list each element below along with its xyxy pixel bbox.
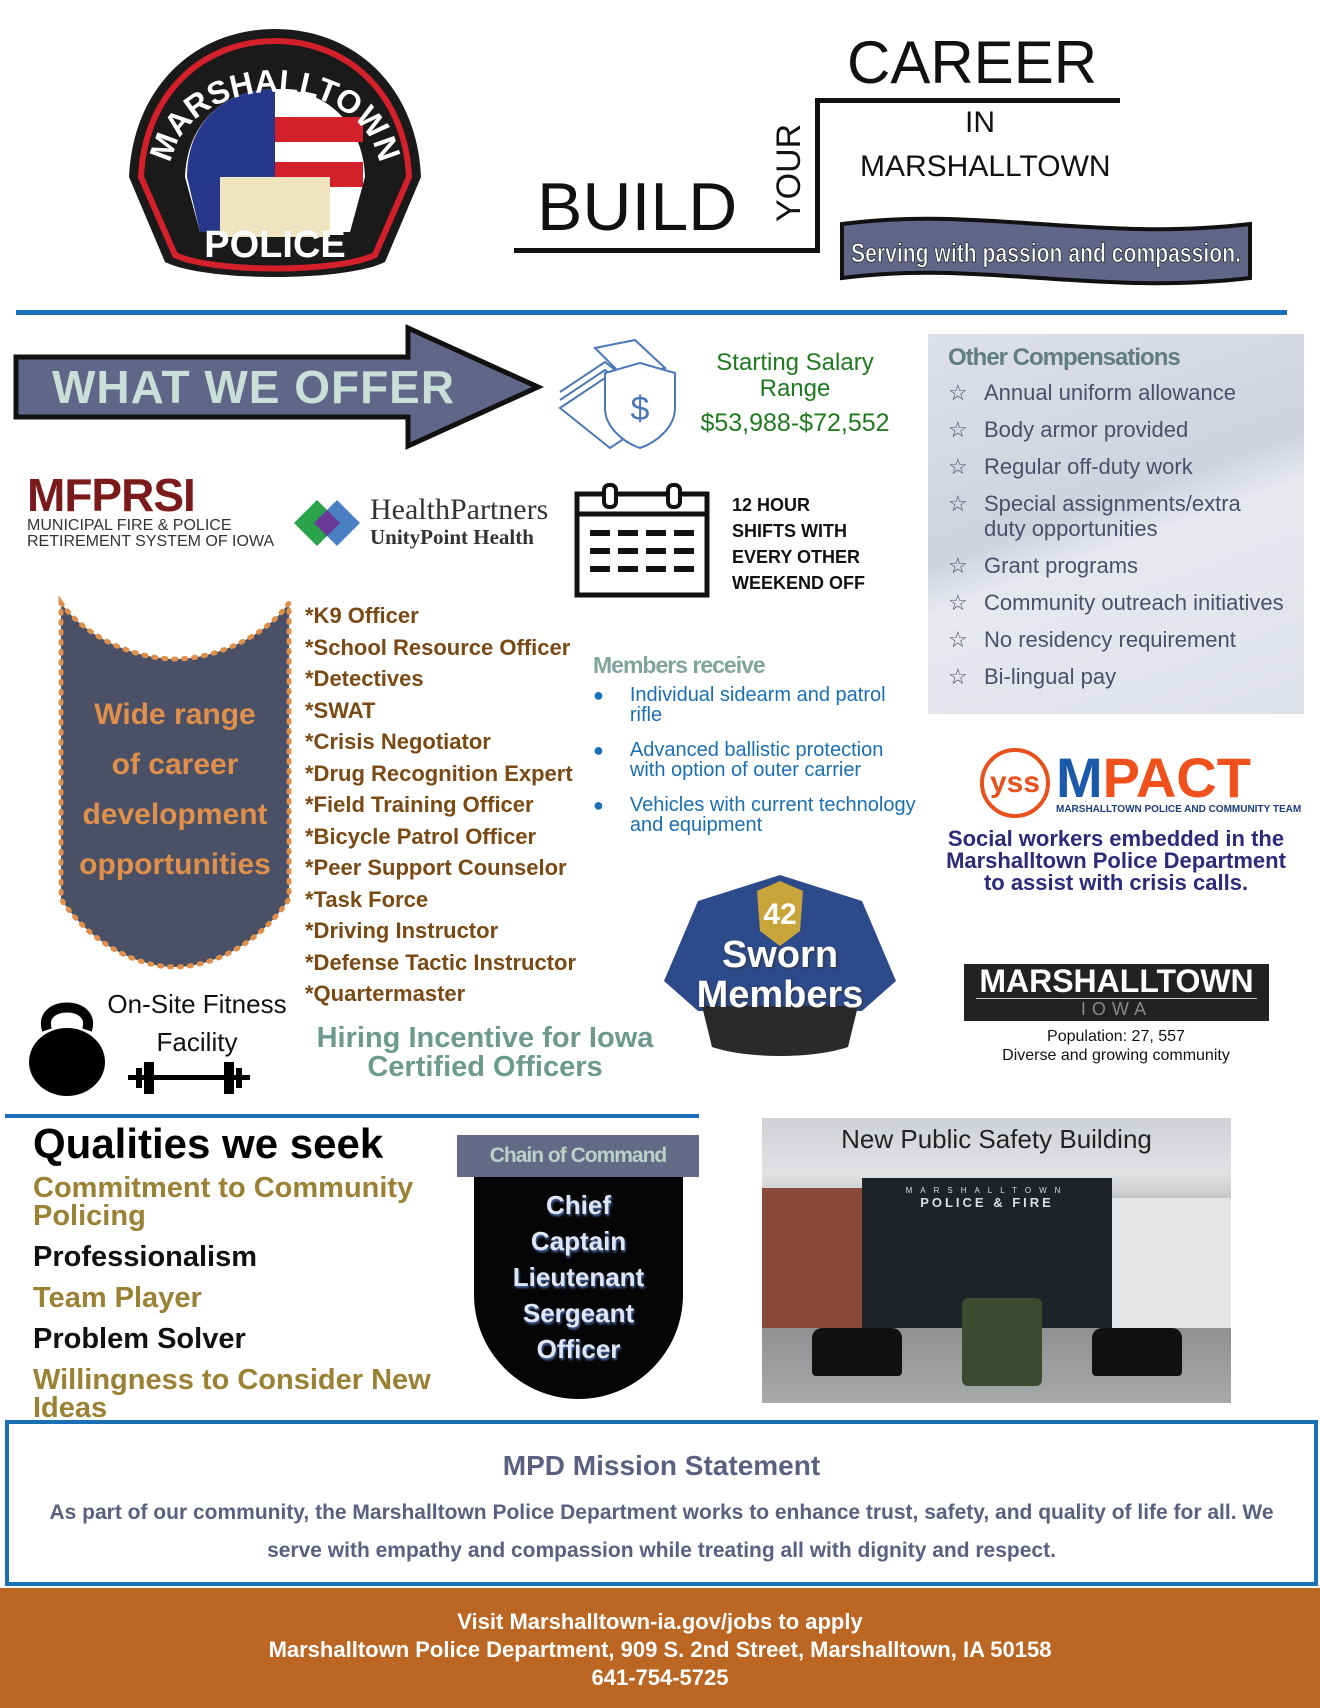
list-item: *Quartermaster — [305, 981, 466, 1006]
list-item — [593, 740, 923, 780]
dumbbell-icon — [128, 1062, 250, 1094]
mfprsi-logo — [27, 469, 275, 550]
city-info — [940, 1027, 1292, 1065]
list-item — [948, 627, 1304, 652]
address: Marshalltown Police Department, 909 S. 2nd Street, Marshalltown, IA 50158 — [268, 1637, 1052, 1662]
healthpartners-name: HealthPartners — [370, 493, 549, 526]
list-item — [593, 795, 923, 835]
salary-label: Starting Salary Range — [716, 349, 874, 402]
building-title: New Public Safety Building — [841, 1124, 1152, 1154]
quality-item: Professionalism — [33, 1241, 258, 1273]
comp-item-label: Special assignments/extra duty opportunities — [984, 491, 1241, 541]
title-your: YOUR — [770, 123, 808, 222]
rank: Officer — [536, 1334, 621, 1364]
comp-item-label: Annual uniform allowance — [984, 380, 1236, 405]
star-icon: ☆ — [948, 491, 968, 516]
police-car — [812, 1328, 902, 1376]
list-item: *K9 Officer — [305, 603, 419, 628]
title-career: CAREER — [847, 29, 1098, 96]
armored-vehicle — [962, 1298, 1042, 1386]
title-build: BUILD — [537, 169, 738, 245]
members-receive — [593, 652, 923, 850]
star-icon: ☆ — [948, 553, 968, 578]
police-badge-logo — [125, 27, 425, 289]
starting-salary — [700, 350, 890, 436]
members-title: Members receive — [593, 652, 765, 678]
sworn-label-line: Sworn — [721, 934, 839, 976]
list-item: *SWAT — [305, 697, 376, 723]
list-item: *Crisis Negotiator — [305, 729, 491, 754]
list-item: *Task Force — [305, 886, 429, 912]
title-divider — [815, 98, 820, 252]
apply-link[interactable]: Visit Marshalltown-ia.gov/jobs to apply — [457, 1609, 863, 1634]
comp-item-label: Bi-lingual pay — [984, 664, 1117, 689]
list-item: *Field Training Officer — [305, 792, 534, 817]
diamond-logo-icon — [292, 498, 362, 548]
building-wing — [1112, 1198, 1231, 1328]
qualities-section — [33, 1120, 453, 1435]
career-positions-list — [305, 600, 576, 1010]
list-item — [948, 454, 1304, 479]
quality-item: Team Player — [33, 1282, 202, 1314]
what-we-offer-label: WHAT WE OFFER — [52, 361, 456, 413]
member-item-label: Advanced ballistic protection with option of outer carrier — [629, 739, 884, 781]
marshalltown-iowa-logo — [964, 964, 1269, 1021]
slogan-banner — [838, 212, 1254, 292]
list-item — [948, 664, 1304, 689]
money-shield-icon — [555, 338, 697, 452]
svg-text:$: $ — [630, 390, 650, 428]
list-item: *Driving Instructor — [305, 918, 499, 943]
quality-item: Willingness to Consider New Ideas — [33, 1364, 431, 1424]
mfprsi-name: MFPRSI — [27, 469, 195, 521]
mission-title: MPD Mission Statement — [502, 1450, 821, 1481]
list-item: *Bicycle Patrol Officer — [305, 823, 537, 849]
city-tagline: Diverse and growing community — [1002, 1047, 1230, 1064]
quality-item: Commitment to Community Policing — [33, 1172, 414, 1232]
title-in: IN — [965, 106, 995, 139]
mfprsi-line: RETIREMENT SYSTEM OF IOWA — [27, 533, 275, 550]
rank: Lieutenant — [512, 1262, 645, 1292]
mission-statement — [5, 1420, 1318, 1586]
chain-of-command-title: Chain of Command — [457, 1135, 699, 1177]
shift-line: SHIFTS WITH — [732, 521, 847, 541]
rank: Sergeant — [522, 1298, 635, 1328]
career-dev-line: development — [82, 798, 268, 831]
shift-schedule — [732, 492, 865, 596]
building-sign: POLICE & FIRE — [920, 1195, 1054, 1210]
qualities-title: Qualities we seek — [33, 1120, 384, 1167]
list-item — [948, 380, 1304, 405]
list-item: *Peer Support Counselor — [305, 855, 567, 880]
state-name: IOWA — [976, 998, 1257, 1020]
mission-text: As part of our community, the Marshalltown Police Department works to enhance trust, safety, and quality of life for all. We serve with empathy and compassion while treating all with dignity and respect. — [49, 1501, 1274, 1562]
rank: Captain — [530, 1226, 627, 1256]
other-compensations-panel — [928, 334, 1304, 714]
fitness-line: Facility — [156, 1027, 238, 1057]
shift-line: 12 HOUR — [732, 495, 811, 515]
career-dev-line: opportunities — [79, 848, 271, 881]
sworn-label — [662, 935, 898, 1015]
star-icon: ☆ — [948, 664, 968, 689]
comp-item-label: Community outreach initiatives — [984, 590, 1284, 615]
mpact-logo — [980, 745, 1302, 818]
mfprsi-line: MUNICIPAL FIRE & POLICE — [27, 517, 232, 534]
mpact-description: Social workers embedded in the Marshalltown Police Department to assist with crisis calls. — [946, 826, 1286, 895]
list-item — [948, 553, 1304, 578]
list-item — [948, 491, 1304, 541]
bullet-icon: ● — [593, 740, 604, 760]
sworn-label-line: Members — [696, 974, 864, 1016]
unitypoint-name: UnityPoint Health — [370, 525, 534, 549]
shift-line: EVERY OTHER — [732, 547, 861, 567]
building-sign: MARSHALLTOWN — [905, 1186, 1069, 1195]
star-icon: ☆ — [948, 590, 968, 615]
bullet-icon: ● — [593, 795, 604, 815]
badge-police-text: POLICE — [204, 224, 346, 266]
public-safety-building-photo — [762, 1118, 1231, 1403]
fitness-line: On-Site Fitness — [107, 989, 287, 1019]
shift-line: WEEKEND OFF — [732, 573, 865, 593]
brick-wall — [762, 1188, 862, 1328]
star-icon: ☆ — [948, 627, 968, 652]
title-city: MARSHALLTOWN — [860, 150, 1111, 183]
list-item: *School Resource Officer — [305, 634, 571, 660]
comp-item-label: Regular off-duty work — [984, 454, 1193, 479]
list-item: *Drug Recognition Expert — [305, 760, 573, 786]
police-car — [1092, 1328, 1182, 1376]
badge-city-text: MARSHALLTOWN — [142, 62, 408, 166]
comp-item-label: Body armor provided — [984, 417, 1189, 442]
career-dev-line: of career — [111, 748, 239, 781]
title-divider — [514, 248, 820, 253]
population: Population: 27, 557 — [1047, 1028, 1185, 1045]
hiring-incentive: Hiring Incentive for Iowa Certified Officers — [316, 1022, 654, 1083]
mpact-subtitle: MARSHALLTOWN POLICE AND COMMUNITY TEAM — [1056, 803, 1302, 815]
list-item: *Defense Tactic Instructor — [305, 949, 577, 975]
career-dev-line: Wide range — [94, 698, 256, 731]
title-divider — [817, 98, 1120, 103]
list-item: *Detectives — [305, 666, 424, 691]
salary-range: $53,988-$72,552 — [700, 409, 890, 437]
list-item — [948, 590, 1304, 615]
city-name: MARSHALLTOWN — [979, 963, 1254, 999]
list-item — [593, 685, 923, 725]
other-compensations-title: Other Compensations — [948, 344, 1180, 371]
section-divider — [5, 1114, 699, 1118]
member-item-label: Vehicles with current technology and equipment — [629, 794, 916, 836]
quality-item: Problem Solver — [33, 1323, 246, 1355]
mpact-pact: PACT — [1102, 745, 1251, 809]
star-icon: ☆ — [948, 380, 968, 405]
bullet-icon: ● — [593, 685, 604, 705]
healthpartners-logo — [292, 495, 548, 550]
section-divider — [16, 310, 1287, 315]
career-development-text — [70, 690, 280, 890]
star-icon: ☆ — [948, 454, 968, 479]
comp-item-label: Grant programs — [984, 553, 1139, 578]
chain-of-command — [474, 1177, 683, 1399]
fitness-facility — [101, 985, 293, 1061]
mpact-m: M — [1056, 745, 1103, 809]
phone: 641-754-5725 — [591, 1665, 729, 1690]
comp-item-label: No residency requirement — [984, 627, 1236, 652]
list-item — [948, 417, 1304, 442]
sworn-count: 42 — [763, 898, 797, 931]
star-icon: ☆ — [948, 417, 968, 442]
kettlebell-icon — [27, 990, 107, 1098]
slogan-text: Serving with passion and compassion. — [851, 238, 1241, 268]
yss-logo: yss — [980, 748, 1050, 818]
calendar-icon — [574, 482, 710, 598]
rank: Chief — [546, 1190, 611, 1220]
member-item-label: Individual sidearm and patrol rifle — [629, 684, 886, 726]
footer — [0, 1588, 1320, 1708]
